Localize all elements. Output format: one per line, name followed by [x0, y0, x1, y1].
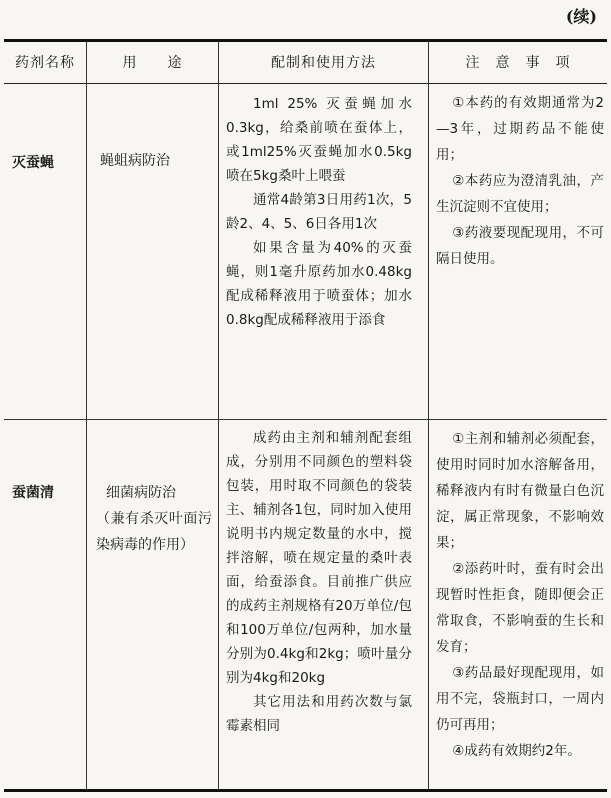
row-1-notes [436, 90, 604, 272]
note-item: ①主剂和辅剂必须配套，使用时同时加水溶解备用，稀释液内有时有微量白色沉淀，属正常现象，不影响效果； [436, 431, 604, 551]
table-top-rule [4, 39, 607, 42]
row-1-method [226, 92, 412, 332]
header-name: 药剂名称 [15, 55, 75, 71]
method-paragraph: 通常4龄第3日用药1次，5龄2、4、5、6日各用1次 [226, 192, 412, 232]
note-item: ③药液要现配现用，不可隔日使用。 [436, 225, 604, 267]
row-2-method [226, 426, 412, 738]
column-divider [428, 41, 429, 789]
note-item: ③药品最好现配现用，如用不完，袋瓶封口，一周内仍可再用； [436, 665, 604, 733]
note-item: ②本药应为澄清乳油，产生沉淀则不宜使用； [436, 173, 604, 215]
column-divider [218, 41, 219, 789]
header-use: 用 途 [122, 55, 183, 71]
method-paragraph: 其它用法和用药次数与氯霉素相同 [226, 694, 412, 734]
table-bottom-rule [4, 789, 607, 792]
method-paragraph: 1ml 25% 灭蚕蝇加水0.3kg，给桑前喷在蚕体上，或1ml25%灭蚕蝇加水0.5kg喷在5kg桑叶上喂蚕 [226, 96, 412, 184]
header-method: 配制和使用方法 [271, 55, 376, 71]
row-2-name: 蚕菌清 [12, 485, 54, 501]
method-paragraph: 成药由主剂和辅剂配套组成，分别用不同颜色的塑料袋包装，用时取不同颜色的袋装主、辅剂各1包，同时加入使用说明书内规定数量的水中，搅拌溶解，喷在规定量的桑叶表面，给蚕添食。目前推广供应的成药主剂规格有20万单位/包和100万单位/包两种，加水量分别为0.4kg和2kg；喷叶量分别为4kg和20kg [226, 430, 412, 686]
header-notes: 注 意 事 项 [465, 55, 571, 71]
method-paragraph: 如果含量为40%的灭蚕蝇，则1毫升原药加水0.48kg配成稀释液用于喷蚕体；加水0.8kg配成稀释液用于添食 [226, 240, 412, 328]
note-item: ①本药的有效期通常为2—3年，过期药品不能使用； [436, 95, 604, 163]
row-2-use-note: （兼有杀灭叶面污染病毒的作用） [96, 511, 212, 553]
header-rule [4, 83, 607, 84]
note-item: ④成药有效期约2年。 [452, 743, 581, 759]
row-1-name: 灭蚕蝇 [12, 155, 54, 171]
row-2-notes [436, 426, 604, 764]
row-divider [4, 419, 607, 420]
note-item: ②添药叶时，蚕有时会出现暂时性拒食，随即便会正常取食，不影响蚕的生长和发育； [436, 561, 604, 655]
row-2-use: 细菌病防治 [106, 485, 176, 501]
continued-label: (续) [565, 7, 597, 26]
column-divider [86, 41, 87, 789]
row-1-use: 蝇蛆病防治 [100, 153, 170, 169]
